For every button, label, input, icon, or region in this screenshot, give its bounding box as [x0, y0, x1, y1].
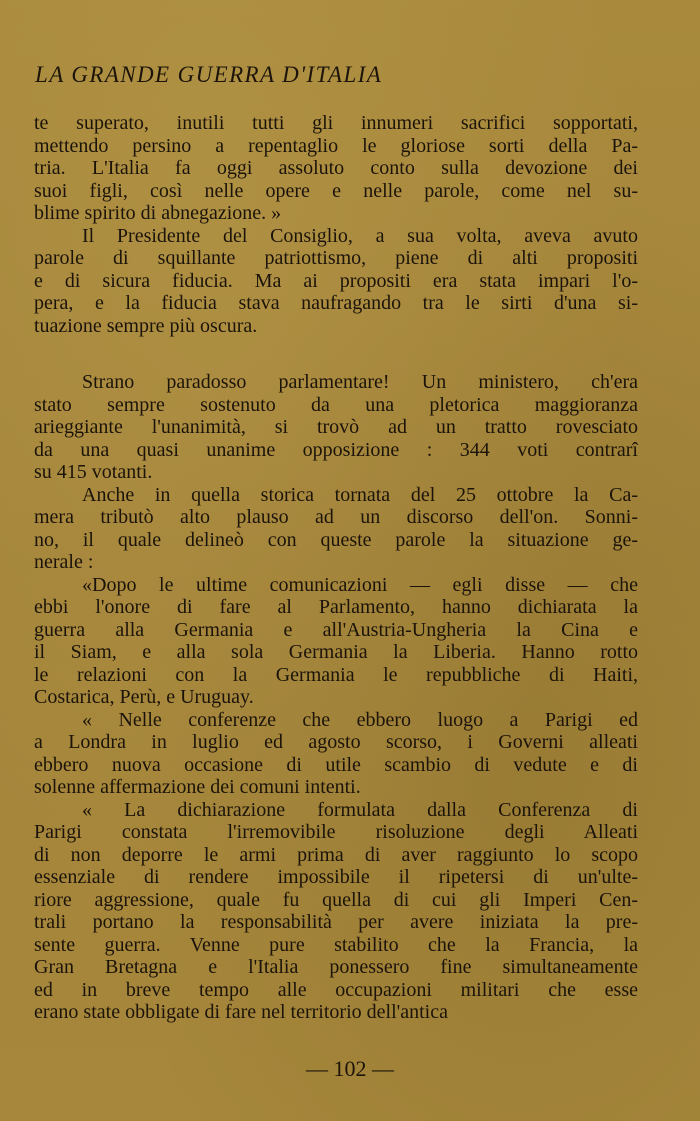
text-line: ed in breve tempo alle occupazioni militari che esse [34, 978, 638, 1001]
text-line: sente guerra. Venne pure stabilito che la Francia, la [34, 933, 638, 956]
text-line: te superato, inutili tutti gli innumeri sacrifici sopportati, [34, 112, 638, 134]
text-line: Parigi constata l'irremovibile risoluzione degli Alleati [34, 821, 638, 843]
paragraph [34, 225, 638, 338]
text-line: erano state obbligate di fare nel territorio dell'antica [34, 1001, 448, 1023]
text-line: no, il quale delineò con queste parole la situazione ge- [34, 528, 638, 551]
page-number: — 102 — [306, 1056, 394, 1081]
text-line: Anche in quella storica tornata del 25 ottobre la Ca- [82, 483, 638, 506]
text-line: Il Presidente del Consiglio, a sua volta, aveva avuto [82, 224, 638, 247]
paragraph [34, 371, 638, 484]
text-line: a Londra in luglio ed agosto scorso, i Governi alleati [34, 731, 638, 753]
text-line: «Dopo le ultime comunicazioni — egli disse — che [82, 573, 638, 596]
text-line: essenziale di rendere impossibile il ripetersi di un'ulte- [34, 866, 638, 888]
text-line: pera, e la fiducia stava naufragando tra le sirti d'una si- [34, 292, 638, 314]
text-line: il Siam, e alla sola Germania la Liberia. Hanno rotto [34, 641, 638, 663]
text-line: mera tributò alto plauso ad un discorso dell'on. Sonni- [34, 506, 638, 528]
text-line: le relazioni con la Germania le repubbliche di Haiti, [34, 663, 638, 686]
text-line: arieggiante l'unanimità, si trovò ad un tratto rovesciato [34, 416, 638, 438]
text-line: « Nelle conferenze che ebbero luogo a Parigi ed [82, 708, 638, 731]
paragraph [34, 799, 638, 1024]
text-line: guerra alla Germania e all'Austria-Ungheria la Cina e [34, 618, 638, 641]
text-line: ebbero nuova occasione di utile scambio di vedute e di [34, 753, 638, 776]
text-line: trali portano la responsabilità per avere iniziata la pre- [34, 911, 638, 933]
text-line: Costarica, Perù, e Uruguay. [34, 686, 254, 708]
text-line: stato sempre sostenuto da una pletorica maggioranza [34, 393, 638, 416]
text-line: suoi figli, così nelle opere e nelle parole, come nel su- [34, 179, 638, 202]
text-line: su 415 votanti. [34, 461, 153, 483]
text-line: blime spirito di abnegazione. » [34, 202, 282, 224]
paragraph [34, 709, 638, 799]
text-line: di non deporre le armi prima di aver raggiunto lo scopo [34, 843, 638, 866]
text-line: da una quasi unanime opposizione : 344 voti contrarî [34, 438, 638, 461]
section-break [34, 337, 638, 371]
text-line: e di sicura fiducia. Ma ai propositi era stata impari l'o- [34, 269, 638, 292]
body-text [34, 112, 638, 1024]
paragraph [34, 574, 638, 709]
text-line: « La dichiarazione formulata dalla Conferenza di [82, 798, 638, 821]
text-line: ebbi l'onore di fare al Parlamento, hanno dichiarata la [34, 596, 638, 618]
text-line: tria. L'Italia fa oggi assoluto conto sulla devozione dei [34, 157, 638, 179]
text-line: solenne affermazione dei comuni intenti. [34, 776, 361, 798]
text-line: nerale : [34, 551, 94, 573]
text-line: parole di squillante patriottismo, piene di alti propositi [34, 247, 638, 269]
text-line: Gran Bretagna e l'Italia ponessero fine simultaneamente [34, 956, 638, 978]
paragraph [34, 484, 638, 574]
text-line: riore aggressione, quale fu quella di cui gli Imperi Cen- [34, 888, 638, 911]
text-line: Strano paradosso parlamentare! Un ministero, ch'era [82, 371, 638, 393]
paragraph [34, 112, 638, 225]
running-head: LA GRANDE GUERRA D'ITALIA [35, 62, 383, 87]
text-line: tuazione sempre più oscura. [34, 314, 258, 337]
text-line: mettendo persino a repentaglio le gloriose sorti della Pa- [34, 134, 638, 157]
